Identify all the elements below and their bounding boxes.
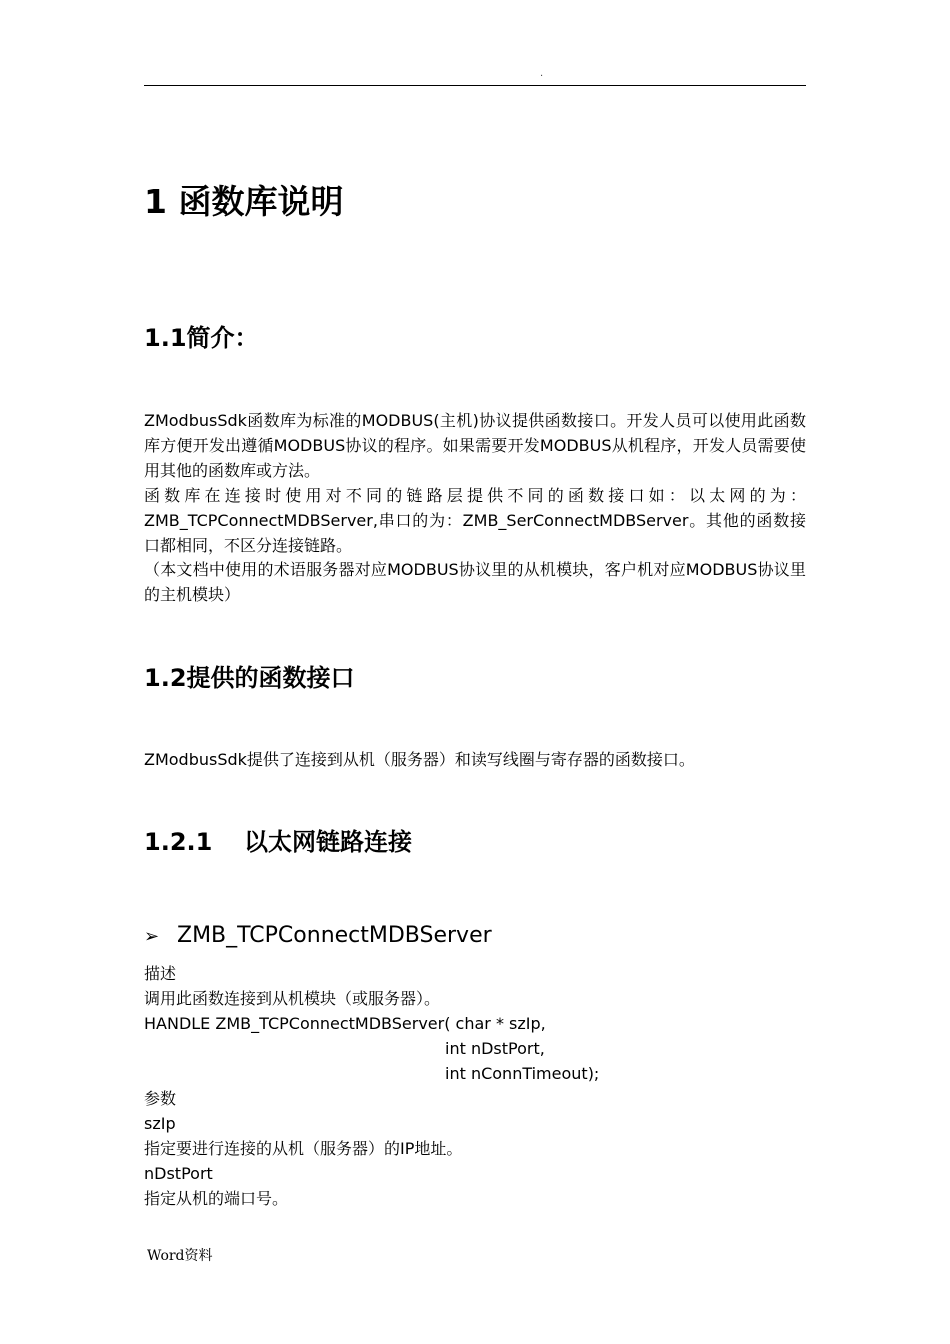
parameters-label: 参数 <box>144 1089 177 1108</box>
section-1-2-title: 1.2提供的函数接口 <box>144 664 355 692</box>
intro-paragraph-3: （本文档中使用的术语服务器对应MODBUS协议里的从机模块，客户机对应MODBUS协议里的主机模块） <box>144 560 806 604</box>
function-heading <box>144 921 492 952</box>
header-dot: . <box>540 68 544 79</box>
arrow-bullet-icon: ➢ <box>144 926 160 947</box>
section-1-2-1-number: 1.2.1 <box>144 828 213 856</box>
param-desc: 指定从机的端口号。 <box>144 1189 289 1208</box>
signature-line-3: int nConnTimeout); <box>445 1064 600 1083</box>
description-label: 描述 <box>144 964 177 983</box>
section-1-1-title: 1.1简介： <box>144 324 259 352</box>
signature-line-2: int nDstPort, <box>445 1039 545 1058</box>
section-1-2-1-title <box>144 826 412 858</box>
footer-text: Word资料 <box>147 1248 213 1264</box>
section-1-2-1-text: 以太网链路连接 <box>244 828 412 856</box>
description-text: 调用此函数连接到从机模块（或服务器）。 <box>144 989 441 1008</box>
interfaces-paragraph: ZModbusSdk提供了连接到从机（服务器）和读写线圈与寄存器的函数接口。 <box>144 750 695 769</box>
header-rule <box>144 85 806 86</box>
function-name: ZMB_TCPConnectMDBServer <box>177 923 492 948</box>
param-desc: 指定要进行连接的从机（服务器）的IP地址。 <box>144 1139 463 1158</box>
intro-paragraph-1: ZModbusSdk函数库为标准的MODBUS(主机)协议提供函数接口。开发人员可以使用此函数库方便开发出遵循MODBUS协议的程序。如果需要开发MODBUS从机程序，开发人员需要使用其他的函数库或方法。 <box>144 411 806 480</box>
section-1-title: 1 函数库说明 <box>144 182 344 221</box>
signature-line-1: HANDLE ZMB_TCPConnectMDBServer( char * szIp, <box>144 1014 546 1033</box>
param-name: nDstPort <box>144 1164 213 1183</box>
param-name: szIp <box>144 1114 176 1133</box>
intro-paragraph-2: 函数库在连接时使用对不同的链路层提供不同的函数接口如：以太网的为：ZMB_TCPConnectMDBServer,串口的为：ZMB_SerConnectMDBServer。其他的函数接口都相同，不区分连接链路。 <box>144 486 806 555</box>
